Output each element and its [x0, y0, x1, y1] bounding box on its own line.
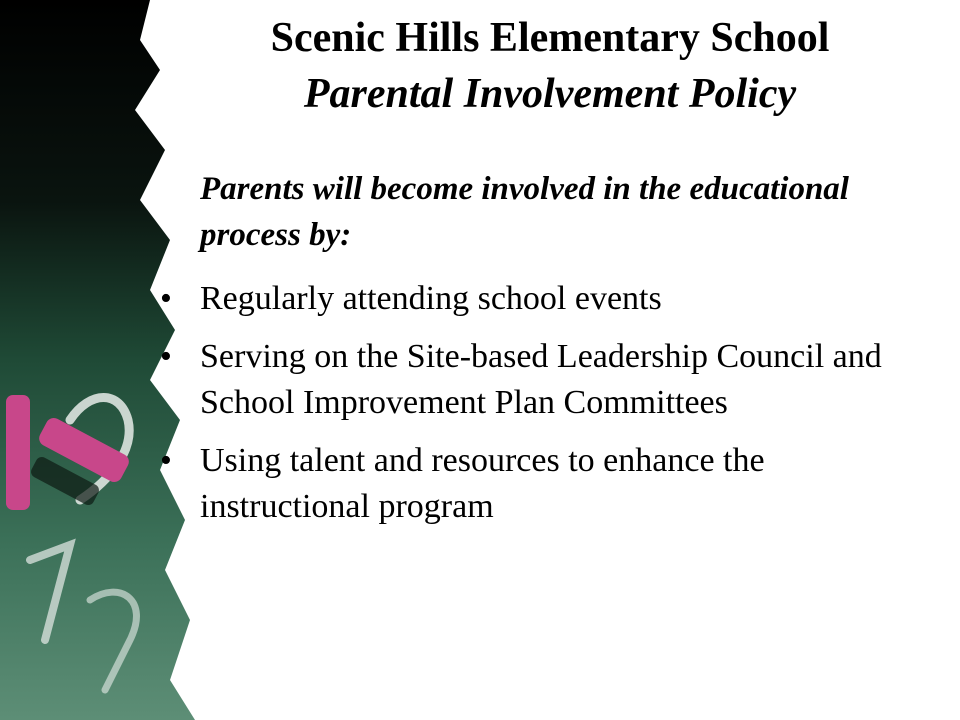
chalk-stick-vertical	[6, 395, 30, 510]
list-item-text: Regularly attending school events	[200, 280, 662, 317]
bullet-icon: •	[160, 338, 172, 375]
list-item-text: Serving on the Site-based Leadership Council and School Improvement Plan Committees	[200, 338, 882, 421]
involvement-list	[160, 276, 940, 542]
list-item-text: Using talent and resources to enhance the instructional program	[200, 442, 765, 525]
title-policy-name: Parental Involvement Policy	[303, 71, 797, 117]
list-item	[160, 334, 940, 426]
intro-text: Parents will become involved in the educational process by:	[200, 171, 849, 253]
bullet-icon: •	[160, 442, 172, 479]
list-item	[160, 438, 940, 530]
title-school-name: Scenic Hills Elementary School	[270, 15, 830, 61]
intro-statement	[180, 166, 920, 258]
slide-title	[150, 10, 950, 122]
bullet-icon: •	[160, 280, 172, 317]
list-item	[160, 276, 940, 322]
